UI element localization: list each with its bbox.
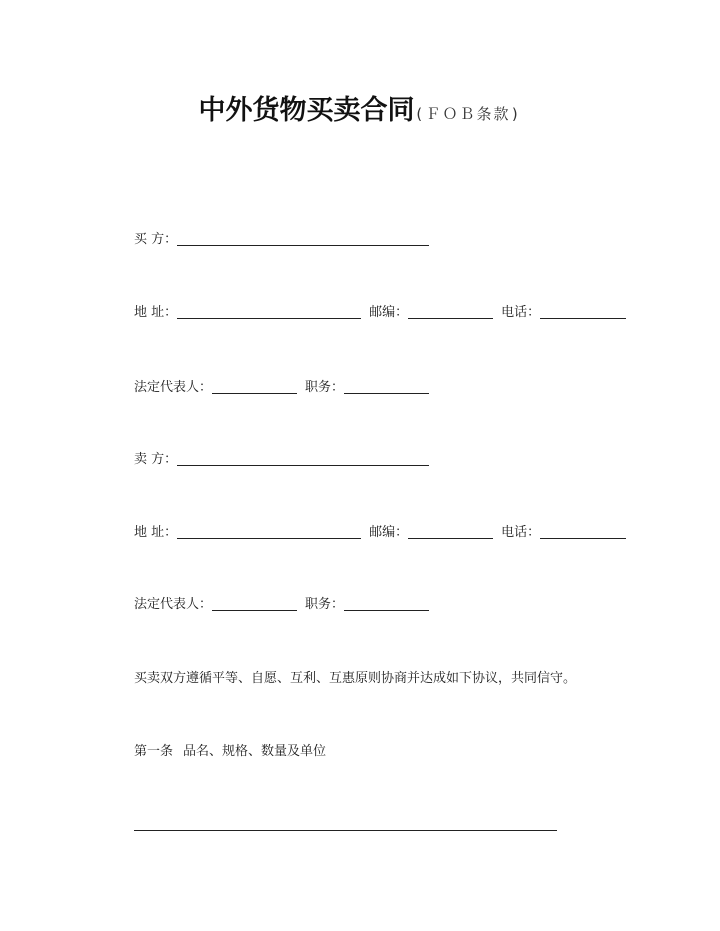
buyer-address-field[interactable] bbox=[177, 318, 361, 319]
buyer-name-field[interactable] bbox=[177, 245, 429, 246]
article-1-content-field[interactable] bbox=[134, 830, 557, 831]
seller-rep-row bbox=[134, 597, 429, 613]
document-title bbox=[0, 88, 720, 127]
buyer-legal-rep-field[interactable] bbox=[212, 393, 297, 394]
seller-position-field[interactable] bbox=[344, 610, 429, 611]
buyer-position-label: 职务： bbox=[305, 380, 345, 395]
seller-name-field[interactable] bbox=[177, 465, 429, 466]
buyer-label: 买 方： bbox=[134, 232, 178, 247]
title-main: 中外货物买卖合同 bbox=[198, 95, 415, 126]
seller-name-row bbox=[134, 452, 429, 468]
seller-address-field[interactable] bbox=[177, 538, 361, 539]
seller-postcode-field[interactable] bbox=[408, 538, 493, 539]
seller-phone-field[interactable] bbox=[540, 538, 626, 539]
title-subtitle: (ＦＯＢ条款) bbox=[414, 105, 522, 123]
seller-label: 卖 方： bbox=[134, 452, 178, 467]
buyer-phone-field[interactable] bbox=[540, 318, 626, 319]
article-1-number: 第一条 bbox=[134, 744, 174, 759]
buyer-position-field[interactable] bbox=[344, 393, 429, 394]
article-1-heading bbox=[134, 744, 326, 760]
buyer-rep-row bbox=[134, 380, 429, 396]
buyer-name-row bbox=[134, 232, 429, 248]
buyer-legal-rep-label: 法定代表人： bbox=[134, 380, 213, 395]
buyer-address-label: 地 址： bbox=[134, 305, 178, 320]
preamble-text: 买卖双方遵循平等、自愿、互利、互惠原则协商并达成如下协议，共同信守。 bbox=[134, 671, 577, 686]
seller-legal-rep-field[interactable] bbox=[212, 610, 297, 611]
buyer-postcode-label: 邮编： bbox=[369, 305, 409, 320]
seller-address-label: 地 址： bbox=[134, 525, 178, 540]
seller-postcode-label: 邮编： bbox=[369, 525, 409, 540]
seller-phone-label: 电话： bbox=[501, 525, 541, 540]
seller-position-label: 职务： bbox=[305, 597, 345, 612]
buyer-phone-label: 电话： bbox=[501, 305, 541, 320]
seller-address-row bbox=[134, 525, 626, 541]
buyer-postcode-field[interactable] bbox=[408, 318, 493, 319]
article-1-title: 品名、规格、数量及单位 bbox=[183, 744, 327, 759]
buyer-address-row bbox=[134, 305, 626, 321]
seller-legal-rep-label: 法定代表人： bbox=[134, 597, 213, 612]
